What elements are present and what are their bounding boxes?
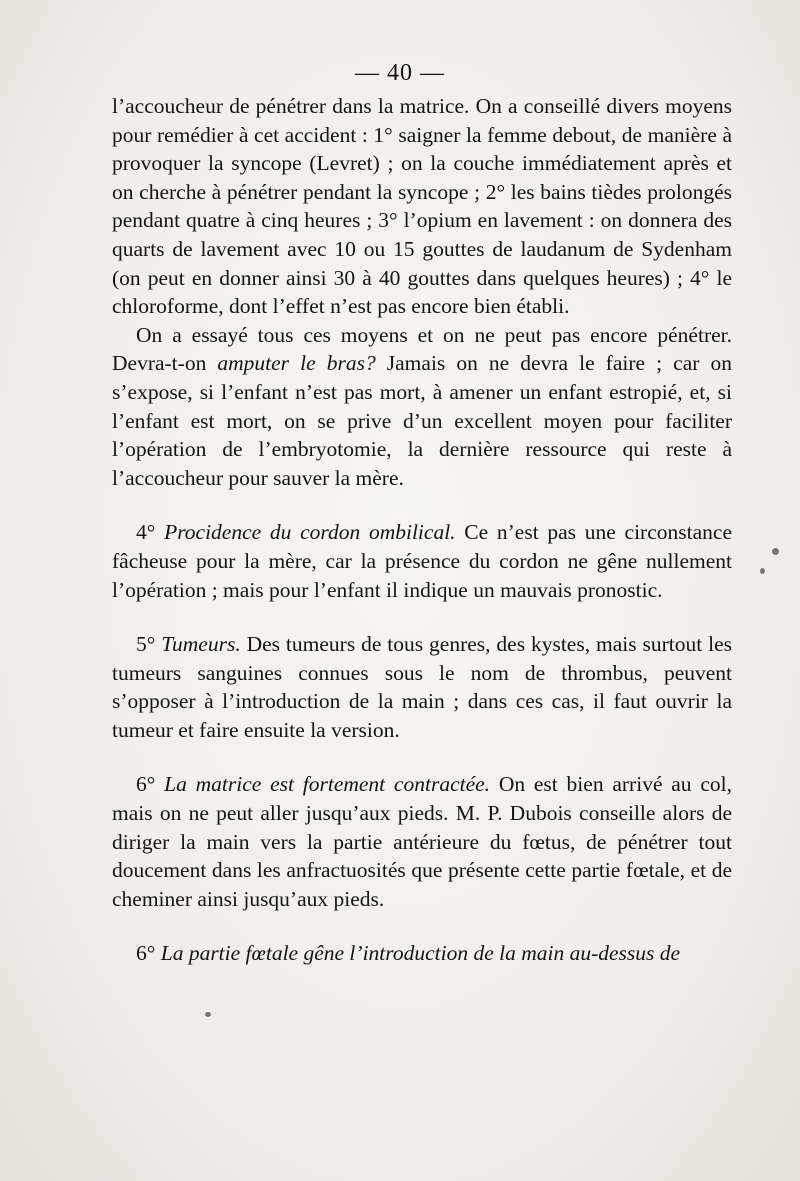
text-run: 5° xyxy=(136,632,162,657)
paragraph-amputation xyxy=(112,321,732,493)
text-run: Jamais on ne devra le faire ; car on s’expose, si l’enfant n’est pas mort, à amener un enfant estropié, et, si l’enfant est mort, on se prive d’un excellent moyen pour faciliter l’opération de l’embryotomie, la dernière ressource qui reste à l’accoucheur pour sauver la mère. xyxy=(112,351,732,490)
text-run: 4° xyxy=(136,520,165,545)
paragraph-partie-foetale xyxy=(112,939,732,968)
page-number: — 40 — xyxy=(355,60,445,86)
ink-speck xyxy=(760,568,765,574)
text-run: Ce n’est pas une circonstance fâcheuse pour la mère, car la présence du cordon ne gêne nullement l’opération ; mais pour l’enfant il indique un mauvais pronostic. xyxy=(112,520,732,602)
italic-text: Procidence du cordon ombilical. xyxy=(164,520,456,545)
italic-text: La partie fœtale gêne l’introduction de la main au-dessus de xyxy=(160,941,681,966)
paragraph-matrice-contractee xyxy=(112,770,732,913)
text-run: On a essayé tous ces moyens et on ne peut pas encore pénétrer. Devra-t-on xyxy=(112,322,732,376)
paragraph-tumeurs xyxy=(112,630,732,744)
paragraph-procidence-cordon xyxy=(112,518,732,604)
text-run: On est bien arrivé au col, mais on ne peut aller jusqu’aux pieds. M. P. Dubois conseille alors de diriger la main vers la partie antérieure du fœtus, de pénétrer tout doucement dans les anfractuosités que présente cette partie fœtale, et de cheminer ainsi jusqu’aux pieds. xyxy=(112,772,732,911)
italic-text: amputer le bras? xyxy=(217,351,376,376)
text-run: l’accoucheur de pénétrer dans la matrice. On a conseillé divers moyens pour remédier à cet accident : 1° saigner la femme debout, de manière à provoquer la syncope (Levret) ; on la couche immédiatement après et on cherche à pénétrer pendant la syncope ; 2° les bains tièdes prolongés pendant quatre à cinq heures ; 3° l’opium en lavement : on donnera des quarts de lavement avec 10 ou 15 gouttes de laudanum de Sydenham (on peut en donner ainsi 30 à 40 gouttes dans quelques heures) ; 4° le chloroforme, dont l’effet n’est pas encore bien établi. xyxy=(112,94,732,319)
text-run: 6° xyxy=(136,772,165,797)
paragraph-continuation xyxy=(112,92,732,321)
ink-speck xyxy=(205,1012,211,1017)
ink-speck xyxy=(772,548,779,555)
page-body xyxy=(112,92,732,968)
text-run: Des tumeurs de tous genres, des kystes, mais surtout les tumeurs sanguines connues sous le nom de thrombus, peuvent s’opposer à l’introduction de la main ; dans ces cas, il faut ouvrir la tumeur et faire ensuite la version. xyxy=(112,632,732,742)
italic-text: La matrice est fortement contractée. xyxy=(164,772,491,797)
text-run: 6° xyxy=(136,941,161,966)
italic-text: Tumeurs. xyxy=(161,632,241,657)
